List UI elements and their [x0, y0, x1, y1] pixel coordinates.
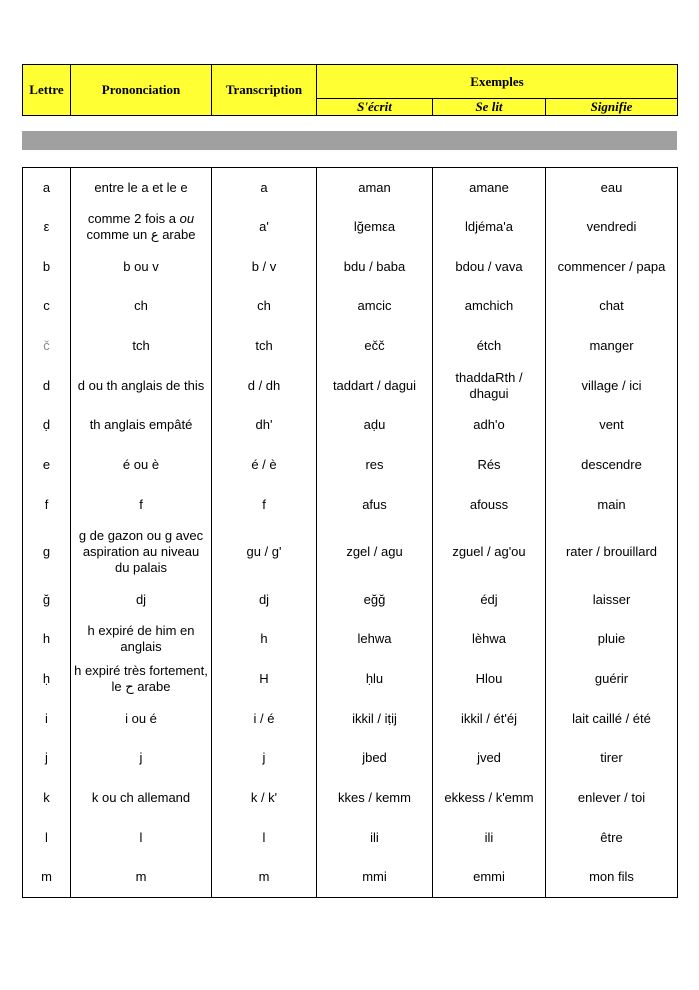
header-lettre: Lettre — [23, 65, 71, 116]
cell-prononciation: k ou ch allemand — [71, 778, 212, 818]
cell-lettre: ε — [23, 207, 71, 247]
cell-prononciation: ch — [71, 287, 212, 327]
cell-prononciation: m — [71, 858, 212, 898]
cell-secrit: ikkil / iṭij — [317, 699, 433, 739]
cell-prononciation — [71, 207, 212, 247]
separator-bar — [22, 131, 677, 150]
cell-selit: étch — [433, 326, 546, 366]
cell-prononciation: h expiré de him en anglais — [71, 619, 212, 659]
cell-signifie: mon fils — [546, 858, 678, 898]
cell-secrit: ečč — [317, 326, 433, 366]
cell-signifie: vendredi — [546, 207, 678, 247]
cell-transcription: f — [212, 485, 317, 525]
cell-secrit: afus — [317, 485, 433, 525]
cell-transcription: gu / g' — [212, 525, 317, 580]
cell-secrit: zgel / agu — [317, 525, 433, 580]
cell-prononciation: i ou é — [71, 699, 212, 739]
cell-prononciation: h expiré très fortement, le ح arabe — [71, 659, 212, 699]
cell-secrit: kkes / kemm — [317, 778, 433, 818]
cell-transcription: b / v — [212, 247, 317, 287]
cell-transcription: m — [212, 858, 317, 898]
cell-transcription: l — [212, 818, 317, 858]
cell-selit: adh'o — [433, 406, 546, 446]
cell-secrit: ḥlu — [317, 659, 433, 699]
cell-prononciation: j — [71, 738, 212, 778]
cell-signifie: être — [546, 818, 678, 858]
cell-lettre: ḥ — [23, 659, 71, 699]
cell-prononciation: tch — [71, 326, 212, 366]
cell-signifie: eau — [546, 168, 678, 208]
header-transcription: Transcription — [212, 65, 317, 116]
table-row — [23, 366, 678, 406]
cell-transcription: a — [212, 168, 317, 208]
table-row — [23, 619, 678, 659]
cell-lettre: j — [23, 738, 71, 778]
pron-part: comme 2 fois a — [87, 211, 180, 227]
cell-lettre: c — [23, 287, 71, 327]
cell-secrit: taddart / dagui — [317, 366, 433, 406]
cell-signifie: main — [546, 485, 678, 525]
table-row — [23, 738, 678, 778]
cell-signifie: rater / brouillard — [546, 525, 678, 580]
cell-secrit: aman — [317, 168, 433, 208]
cell-transcription: dj — [212, 580, 317, 620]
cell-prononciation: g de gazon ou g avec aspiration au niveau du palais — [71, 525, 212, 580]
table-row — [23, 406, 678, 446]
cell-signifie: commencer / papa — [546, 247, 678, 287]
table-row — [23, 287, 678, 327]
table-row — [23, 818, 678, 858]
table-row — [23, 326, 678, 366]
cell-lettre: g — [23, 525, 71, 580]
cell-prononciation: entre le a et le e — [71, 168, 212, 208]
cell-signifie: descendre — [546, 445, 678, 485]
cell-selit: zguel / ag'ou — [433, 525, 546, 580]
cell-selit: emmi — [433, 858, 546, 898]
header-selit: Se lit — [433, 99, 546, 116]
table-row — [23, 485, 678, 525]
cell-lettre: m — [23, 858, 71, 898]
cell-lettre: d — [23, 366, 71, 406]
cell-lettre: k — [23, 778, 71, 818]
cell-transcription: ch — [212, 287, 317, 327]
header-secrit: S'écrit — [317, 99, 433, 116]
table-row — [23, 168, 678, 208]
cell-prononciation: dj — [71, 580, 212, 620]
cell-lettre: e — [23, 445, 71, 485]
cell-transcription: é / è — [212, 445, 317, 485]
table-row — [23, 247, 678, 287]
cell-prononciation: é ou è — [71, 445, 212, 485]
cell-lettre: ḍ — [23, 406, 71, 446]
cell-secrit: ili — [317, 818, 433, 858]
table-row — [23, 525, 678, 580]
cell-selit: ekkess / k'emm — [433, 778, 546, 818]
header-table — [22, 64, 678, 116]
cell-selit: Hlou — [433, 659, 546, 699]
cell-secrit: amcic — [317, 287, 433, 327]
cell-transcription: i / é — [212, 699, 317, 739]
cell-signifie: tirer — [546, 738, 678, 778]
cell-secrit: jbed — [317, 738, 433, 778]
cell-selit: amchich — [433, 287, 546, 327]
header-prononciation: Prononciation — [71, 65, 212, 116]
cell-prononciation: d ou th anglais de this — [71, 366, 212, 406]
table-row — [23, 659, 678, 699]
cell-transcription: d / dh — [212, 366, 317, 406]
cell-lettre: h — [23, 619, 71, 659]
cell-selit: amane — [433, 168, 546, 208]
cell-prononciation: f — [71, 485, 212, 525]
cell-selit: afouss — [433, 485, 546, 525]
table-row — [23, 207, 678, 247]
cell-secrit: mmi — [317, 858, 433, 898]
cell-secrit: eğğ — [317, 580, 433, 620]
table-row — [23, 858, 678, 898]
cell-selit: ili — [433, 818, 546, 858]
table-row — [23, 580, 678, 620]
table-row — [23, 778, 678, 818]
cell-secrit: lehwa — [317, 619, 433, 659]
cell-secrit: aḍu — [317, 406, 433, 446]
cell-prononciation: b ou v — [71, 247, 212, 287]
pron-part: comme un ع arabe — [86, 227, 196, 243]
cell-selit: ldjéma'a — [433, 207, 546, 247]
cell-signifie: pluie — [546, 619, 678, 659]
cell-lettre: f — [23, 485, 71, 525]
table-row — [23, 445, 678, 485]
cell-signifie: guérir — [546, 659, 678, 699]
cell-selit: édj — [433, 580, 546, 620]
cell-selit: bdou / vava — [433, 247, 546, 287]
cell-transcription: j — [212, 738, 317, 778]
cell-transcription: k / k' — [212, 778, 317, 818]
cell-selit: jved — [433, 738, 546, 778]
cell-secrit: res — [317, 445, 433, 485]
header-exemples: Exemples — [317, 65, 678, 99]
cell-prononciation: l — [71, 818, 212, 858]
cell-lettre: b — [23, 247, 71, 287]
alphabet-table — [22, 167, 678, 898]
cell-signifie: laisser — [546, 580, 678, 620]
cell-prononciation: th anglais empâté — [71, 406, 212, 446]
cell-signifie: lait caillé / été — [546, 699, 678, 739]
cell-lettre: l — [23, 818, 71, 858]
cell-selit: ikkil / ét'éj — [433, 699, 546, 739]
cell-selit: Rés — [433, 445, 546, 485]
cell-transcription: tch — [212, 326, 317, 366]
cell-signifie: chat — [546, 287, 678, 327]
cell-secrit: lğemεa — [317, 207, 433, 247]
cell-transcription: H — [212, 659, 317, 699]
cell-lettre: ğ — [23, 580, 71, 620]
cell-transcription: dh' — [212, 406, 317, 446]
cell-lettre: č — [23, 326, 71, 366]
header-signifie: Signifie — [546, 99, 678, 116]
cell-signifie: vent — [546, 406, 678, 446]
cell-lettre: i — [23, 699, 71, 739]
pron-emphasis: ou — [179, 211, 195, 227]
cell-transcription: a' — [212, 207, 317, 247]
table-row — [23, 699, 678, 739]
cell-signifie: enlever / toi — [546, 778, 678, 818]
cell-selit: thaddaRth / dhagui — [433, 366, 546, 406]
cell-transcription: h — [212, 619, 317, 659]
cell-lettre: a — [23, 168, 71, 208]
cell-signifie: village / ici — [546, 366, 678, 406]
cell-signifie: manger — [546, 326, 678, 366]
cell-secrit: bdu / baba — [317, 247, 433, 287]
cell-selit: lèhwa — [433, 619, 546, 659]
